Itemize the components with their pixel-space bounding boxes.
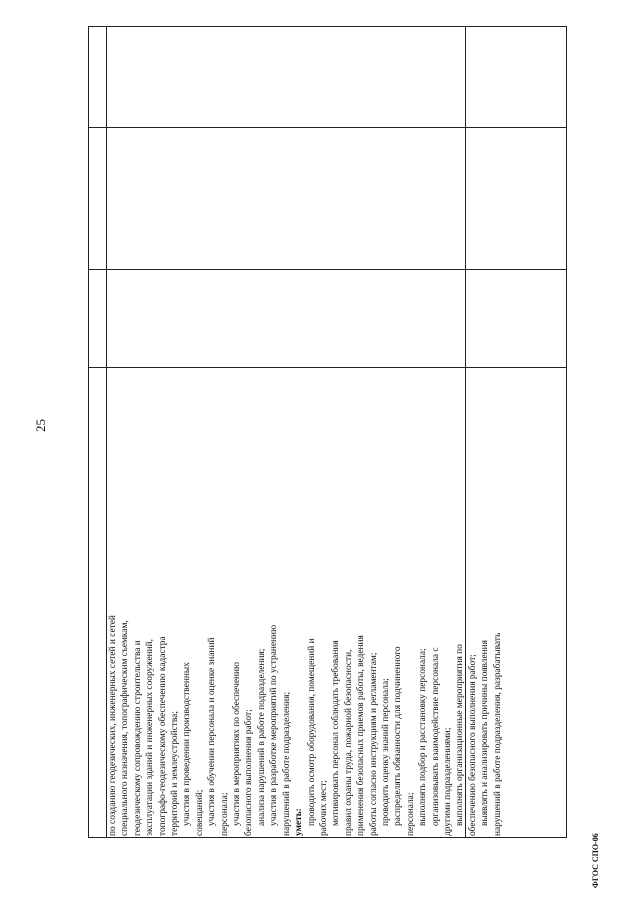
text-line: применения безопасных приемов работы, ведения <box>356 635 367 836</box>
text-line: анализа нарушений в работе подразделения; <box>256 648 267 826</box>
text-line: распределять обязанности для подчиненного <box>393 646 404 826</box>
text-line: участия в разработке мероприятий по устранению <box>269 624 280 826</box>
text-line: участия в мероприятиях по обеспечению <box>232 661 243 826</box>
text-line: правил охраны труда, пожарной безопасности, <box>343 649 354 836</box>
table-row-divider-2 <box>88 269 567 270</box>
text-line: персонала; <box>219 792 230 836</box>
text-line: выполнять подбор и расстановку персонала; <box>418 648 429 826</box>
text-line: эксплуатации зданий и инженерных сооружений, <box>145 638 156 836</box>
text-line: безопасного выполнения работ; <box>244 709 255 836</box>
text-line: обеспечению безопасного выполнения работ; <box>467 654 478 836</box>
text-line: совещаний; <box>194 789 205 836</box>
text-line: нарушений в работе подразделения, разрабатывать <box>492 632 503 836</box>
text-line: территорий и землеустройства; <box>170 711 181 836</box>
text-line: мотивировать персонал соблюдать требования <box>331 640 342 826</box>
table-cell-competencies <box>106 480 542 838</box>
text-line: проводить осмотр оборудования, помещений и <box>306 638 317 826</box>
text-line: организовывать взаимодействие персонала с <box>430 647 441 826</box>
text-line: топографо-геодезическому обеспечению кадастра <box>157 636 168 836</box>
text-line: участия в проведении производственных <box>182 662 193 826</box>
text-line: проводить оценку знаний персонала; <box>380 678 391 826</box>
table-row-divider-3 <box>88 367 567 368</box>
text-line: по созданию геодезических, инженерных сетей и сетей <box>108 615 118 836</box>
text-line: персонала; <box>405 792 416 836</box>
text-line: нарушений в работе подразделения; <box>281 691 292 836</box>
table-row-divider-1 <box>88 127 567 128</box>
text-line: участия в обучении персонала и оценке знаний <box>207 637 218 826</box>
page-number: 25 <box>33 419 48 432</box>
text-line: выявлять и анализировать причины появления <box>480 640 491 826</box>
text-line: другими подразделениями; <box>442 727 453 836</box>
section-heading: уметь: <box>294 808 305 836</box>
text-line: работы согласно инструкциям и регламентам; <box>368 652 379 836</box>
text-line: выполнять организационные мероприятия по <box>455 644 466 826</box>
text-line: геодезическому сопровождению строительства и <box>132 640 143 836</box>
document-footer: ФГОС СПО-06 <box>591 833 600 888</box>
text-line: рабочих мест; <box>318 779 329 836</box>
text-line: специального назначения, топографическим съемкам, <box>120 620 131 836</box>
